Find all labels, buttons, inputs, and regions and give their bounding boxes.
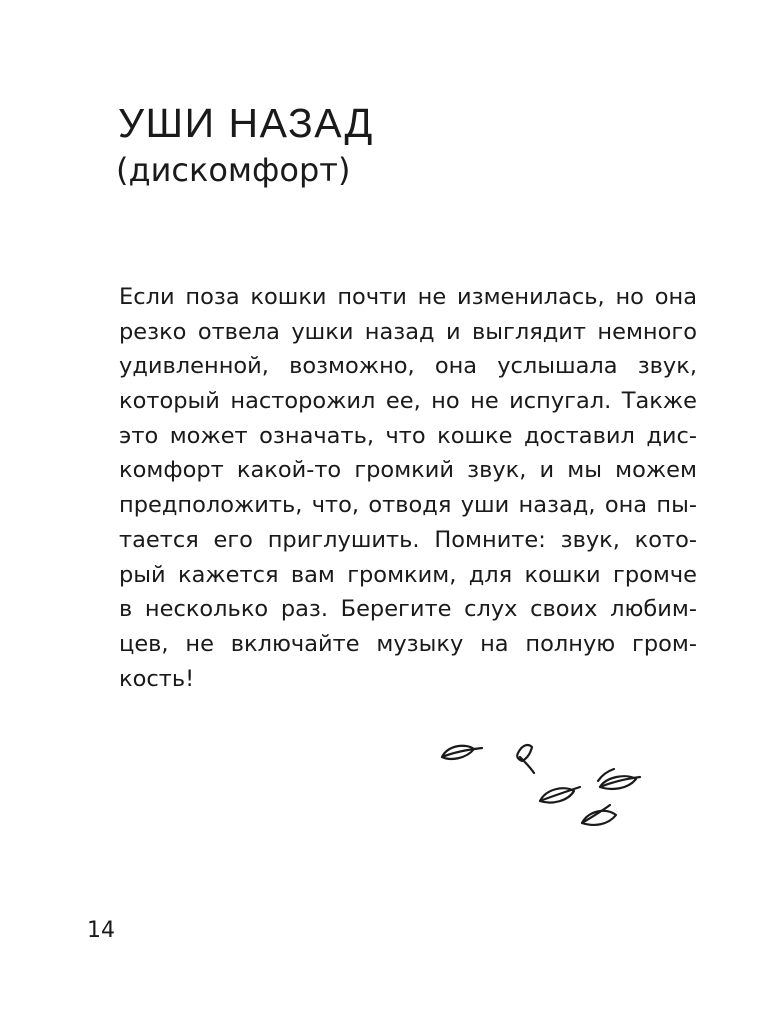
- paragraph-line: который насторожил ее, но не испугал. Также: [119, 388, 697, 415]
- page-number: 14: [87, 918, 115, 943]
- paragraph-line: Если поза кошки почти не изменилась, но она: [119, 284, 697, 310]
- paragraph-line: предположить, что, отводя уши назад, она пы-: [119, 492, 697, 519]
- paragraph-line: тается его приглушить. Помните: звук, кото-: [119, 526, 697, 553]
- paragraph-line: резко отвела ушки назад и выглядит немного: [119, 318, 697, 345]
- paragraph-line: это может означать, что кошке доставил дис-: [119, 422, 697, 449]
- paragraph-line: рый кажется вам громким, для кошки громче: [119, 561, 697, 588]
- page-subtitle: (дискомфорт): [116, 151, 351, 189]
- paragraph-line: удивленной, возможно, она услышала звук,: [119, 353, 697, 380]
- leaves-icon: [430, 735, 650, 835]
- paragraph-line: комфорт какой-то громкий звук, и мы можем: [119, 457, 697, 484]
- body-paragraph: [119, 280, 697, 696]
- paragraph-line: в несколько раз. Берегите слух своих любим-: [119, 596, 697, 623]
- paragraph-line: цев, не включайте музыку на полную гром-: [119, 630, 697, 657]
- page-title: УШИ НАЗАД: [118, 100, 374, 146]
- paragraph-line: кость!: [119, 665, 195, 692]
